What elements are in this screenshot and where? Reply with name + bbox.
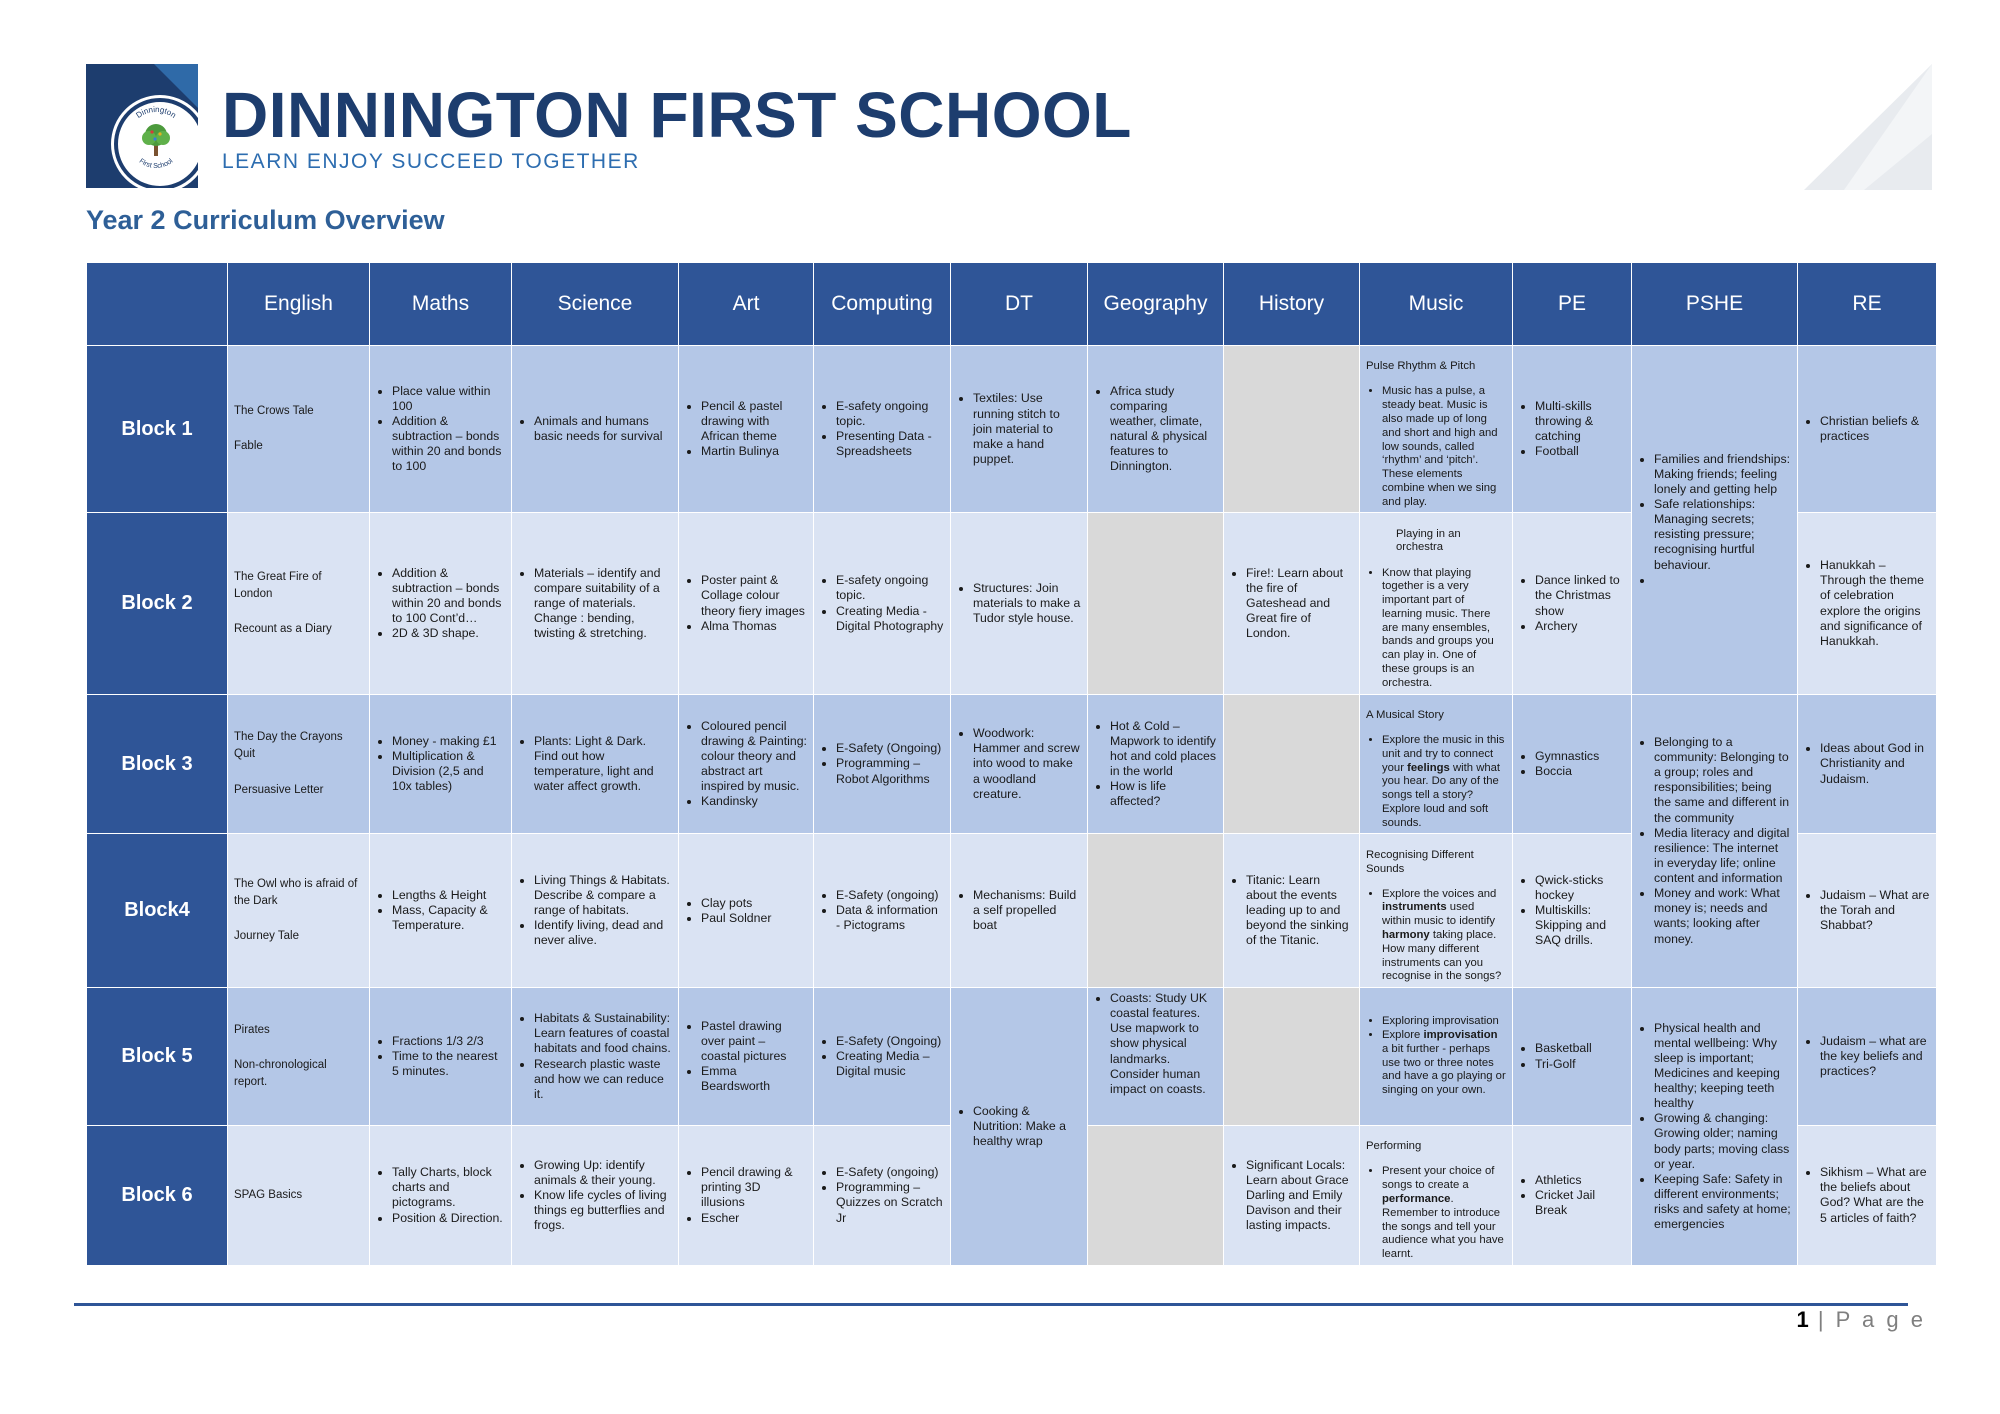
page-label: P a g e: [1835, 1307, 1926, 1332]
pe-cell: [1513, 834, 1632, 988]
pshe-item: • Media literacy and digital resilience: The internet in everyday life; online content and information: [1654, 826, 1791, 887]
maths-item: • Position & Direction.: [392, 1211, 505, 1226]
dt-item: • Structures: Join materials to make a Tudor style house.: [973, 581, 1081, 626]
science-cell: [512, 988, 679, 1126]
music-title: Playing in an orchestra: [1396, 527, 1461, 554]
curriculum-table: [86, 262, 1937, 1266]
maths-item: • Addition & subtraction – bonds within 20 and bonds to 100 Cont’d…: [392, 566, 505, 627]
science-item: • Living Things & Habitats. Describe & compare a range of habitats.: [534, 873, 672, 918]
header-music: Music: [1360, 263, 1513, 346]
art-cell: [679, 834, 814, 988]
footer-divider: [74, 1303, 1908, 1306]
music-item: • Know that playing together is a very important part of learning music. There are many ensembles, bands and groups you can play in. One of these groups is an orchestra.: [1382, 567, 1506, 691]
music-item: [1382, 888, 1506, 984]
music-text: a bit further - perhaps use two or three notes and have a go playing or singing on your own.: [1382, 1042, 1506, 1097]
maths-cell: [370, 513, 512, 694]
block-label: Block 6: [87, 1126, 228, 1266]
computing-item: • E-Safety (Ongoing): [836, 741, 944, 756]
history-item: • Titanic: Learn about the events leading up to and beyond the sinking of the Titanic.: [1246, 873, 1353, 949]
art-item: • Clay pots: [701, 896, 807, 911]
science-item: • Plants: Light & Dark. Find out how temperature, light and water affect growth.: [534, 734, 672, 795]
header-maths: Maths: [370, 263, 512, 346]
pshe-cell-autumn: [1632, 346, 1798, 695]
computing-item: • Programming – Quizzes on Scratch Jr: [836, 1180, 944, 1225]
block-label: Block 2: [87, 513, 228, 694]
art-cell: [679, 513, 814, 694]
dt-item: • Mechanisms: Build a self propelled boat: [973, 888, 1081, 933]
pe-item: • Tri-Golf: [1535, 1057, 1625, 1072]
computing-item: • E-Safety (ongoing): [836, 1165, 944, 1180]
re-cell: [1798, 694, 1937, 834]
pe-cell: [1513, 346, 1632, 513]
computing-cell: [814, 694, 951, 834]
history-cell: [1224, 1126, 1360, 1266]
art-item: • Poster paint & Collage colour theory fiery images: [701, 573, 807, 618]
music-text: Explore the music in this unit and try to connect your: [1382, 733, 1505, 774]
school-tagline: LEARN ENJOY SUCCEED TOGETHER: [222, 150, 640, 173]
english-text: The Crows Tale: [234, 404, 314, 417]
corner-decoration: [1804, 64, 1932, 192]
pe-item: • Multiskills: Skipping and SAQ drills.: [1535, 903, 1625, 948]
dt-cell: [951, 513, 1088, 694]
music-keyword: harmony: [1382, 928, 1430, 941]
music-text: with what you hear. Do any of the songs tell a story? Explore loud and soft sounds.: [1382, 761, 1501, 829]
music-keyword: improvisation: [1423, 1029, 1498, 1041]
art-item: • Alma Thomas: [701, 619, 807, 634]
maths-cell: [370, 988, 512, 1126]
pshe-cell-spring: [1632, 694, 1798, 987]
art-item: • Pencil & pastel drawing with African theme: [701, 399, 807, 444]
computing-item: • E-safety ongoing topic.: [836, 399, 944, 429]
corner-header-cell: [87, 263, 228, 346]
english-text: The Owl who is afraid of the Dark: [234, 877, 358, 908]
geography-cell: [1088, 346, 1224, 513]
maths-cell: [370, 1126, 512, 1266]
pe-item: • Gymnastics: [1535, 749, 1625, 764]
computing-cell: [814, 834, 951, 988]
art-cell: [679, 1126, 814, 1266]
english-cell: [228, 346, 370, 513]
science-item: • Animals and humans basic needs for survival: [534, 414, 672, 444]
maths-item: • Place value within 100: [392, 384, 505, 414]
logo-text-bottom: First School: [137, 157, 175, 171]
science-cell: [512, 1126, 679, 1266]
english-text: The Day the Crayons Quit: [234, 731, 343, 761]
block-label: Block 5: [87, 988, 228, 1126]
dt-item: • Woodwork: Hammer and screw into wood to make a woodland creature.: [973, 726, 1081, 802]
art-item: • Emma Beardsworth: [701, 1064, 807, 1094]
geography-cell-empty: [1088, 513, 1224, 694]
re-item: • Judaism – what are the key beliefs and practices?: [1820, 1034, 1930, 1079]
maths-item: • Money - making £1: [392, 734, 505, 749]
science-item: • Know life cycles of living things eg butterflies and frogs.: [534, 1188, 672, 1233]
geography-cell: [1088, 988, 1224, 1126]
maths-item: • Time to the nearest 5 minutes.: [392, 1049, 505, 1079]
music-text: Explore: [1382, 1029, 1424, 1041]
science-cell: [512, 513, 679, 694]
geography-cell: [1088, 694, 1224, 834]
pe-item: • Archery: [1535, 619, 1625, 634]
art-item: • Coloured pencil drawing & Painting: colour theory and abstract art inspired by music.: [701, 719, 807, 795]
block-row: [87, 694, 1937, 834]
english-cell: [228, 513, 370, 694]
header-pshe: PSHE: [1632, 263, 1798, 346]
music-cell: [1360, 1126, 1513, 1266]
history-cell-empty: [1224, 346, 1360, 513]
pshe-item: • Families and friendships: Making friends; feeling lonely and getting help: [1654, 452, 1791, 497]
re-item: • Christian beliefs & practices: [1820, 414, 1930, 444]
pshe-item: • Keeping Safe: Safety in different environments; risks and safety at home; emergencies: [1654, 1172, 1791, 1233]
re-item: • Sikhism – What are the beliefs about God? What are the 5 articles of faith?: [1820, 1165, 1930, 1226]
music-keyword: performance: [1382, 1193, 1451, 1205]
music-cell: [1360, 346, 1513, 513]
header-science: Science: [512, 263, 679, 346]
geography-item: • Africa study comparing weather, climate, natural & physical features to Dinnington.: [1110, 384, 1217, 475]
tree-icon: [142, 124, 170, 156]
re-cell: [1798, 346, 1937, 513]
music-title: A Musical Story: [1366, 708, 1444, 721]
geography-cell-empty: [1088, 834, 1224, 988]
science-item: • Identify living, dead and never alive.: [534, 918, 672, 948]
art-item: • Kandinsky: [701, 794, 807, 809]
re-cell: [1798, 513, 1937, 694]
history-cell-empty: [1224, 694, 1360, 834]
maths-cell: [370, 346, 512, 513]
block-row: [87, 346, 1937, 513]
maths-item: • Tally Charts, block charts and pictograms.: [392, 1165, 505, 1210]
dt-item: • Textiles: Use running stitch to join material to make a hand puppet.: [973, 391, 1081, 467]
science-item: • Growing Up: identify animals & their young.: [534, 1158, 672, 1188]
art-item: • Pastel drawing over paint – coastal pictures: [701, 1019, 807, 1064]
block-label: Block 3: [87, 694, 228, 834]
music-keyword: instruments: [1382, 901, 1447, 914]
geography-item: • How is life affected?: [1110, 779, 1217, 809]
music-keyword: feelings: [1407, 761, 1450, 774]
english-cell: [228, 834, 370, 988]
dt-cell: [951, 694, 1088, 834]
music-cell: [1360, 988, 1513, 1126]
pe-cell: [1513, 694, 1632, 834]
geography-item: • Hot & Cold – Mapwork to identify hot and cold places in the world: [1110, 719, 1217, 780]
pshe-item: • Physical health and mental wellbeing: Why sleep is important; Medicines and keeping healthy; keeping teeth healthy: [1654, 1021, 1791, 1112]
computing-cell: [814, 513, 951, 694]
maths-item: • Multiplication & Division (2,5 and 10x tables): [392, 749, 505, 794]
pe-cell: [1513, 988, 1632, 1126]
music-cell: [1360, 694, 1513, 834]
pe-cell: [1513, 1126, 1632, 1266]
computing-item: • Presenting Data - Spreadsheets: [836, 429, 944, 459]
block-label: Block 1: [87, 346, 228, 513]
logo-badge: [114, 98, 198, 188]
dt-cell: [951, 834, 1088, 988]
page-separator: |: [1808, 1307, 1836, 1332]
page-number-value: 1: [1796, 1307, 1809, 1332]
computing-cell: [814, 988, 951, 1126]
pe-item: • Multi-skills throwing & catching: [1535, 399, 1625, 444]
maths-item: • Fractions 1/3 2/3: [392, 1034, 505, 1049]
music-title: Pulse Rhythm & Pitch: [1366, 360, 1476, 373]
computing-item: • Data & information - Pictograms: [836, 903, 944, 933]
pshe-item: • Growing & changing: Growing older; naming body parts; moving class or year.: [1654, 1111, 1791, 1172]
dt-item: • Cooking & Nutrition: Make a healthy wrap: [973, 1104, 1081, 1149]
music-item: • Exploring improvisation: [1382, 1015, 1506, 1029]
music-text: used within music to identify: [1382, 901, 1496, 928]
art-item: • Escher: [701, 1211, 807, 1226]
pe-item: • Athletics: [1535, 1173, 1625, 1188]
header-row: [87, 263, 1937, 346]
maths-cell: [370, 694, 512, 834]
block-row: [87, 988, 1937, 1126]
re-cell: [1798, 988, 1937, 1126]
english-genre: Recount as a Diary: [234, 623, 332, 636]
pe-item: • Qwick-sticks hockey: [1535, 873, 1625, 903]
music-title: Recognising Different Sounds: [1366, 848, 1474, 875]
pshe-item: • Safe relationships: Managing secrets; resisting pressure; recognising hurtful behaviour.: [1654, 497, 1791, 573]
dt-cell: [951, 988, 1088, 1266]
pe-cell: [1513, 513, 1632, 694]
english-text: Pirates: [234, 1023, 270, 1036]
art-item: • Pencil drawing & printing 3D illusions: [701, 1165, 807, 1210]
re-item: • Judaism – What are the Torah and Shabbat?: [1820, 888, 1930, 933]
header-pe: PE: [1513, 263, 1632, 346]
music-text: Explore the voices and: [1382, 887, 1497, 900]
dt-cell: [951, 346, 1088, 513]
history-cell: [1224, 513, 1360, 694]
maths-item: • 2D & 3D shape.: [392, 626, 505, 641]
science-cell: [512, 834, 679, 988]
geography-item: • Coasts: Study UK coastal features. Use mapwork to show physical landmarks. Consider human impact on coasts.: [1110, 991, 1217, 1097]
english-cell: [228, 694, 370, 834]
music-item: [1382, 734, 1506, 830]
header-re: RE: [1798, 263, 1937, 346]
header-computing: Computing: [814, 263, 951, 346]
music-item: [1382, 1165, 1506, 1261]
block-label: Block4: [87, 834, 228, 988]
computing-item: • E-Safety (Ongoing): [836, 1034, 944, 1049]
english-genre: Fable: [234, 440, 263, 453]
english-genre: Non-chronological report.: [234, 1058, 327, 1089]
pe-item: • Basketball: [1535, 1041, 1625, 1056]
music-cell: [1360, 513, 1513, 694]
document-title: Year 2 Curriculum Overview: [86, 205, 445, 235]
re-cell: [1798, 834, 1937, 988]
re-item: • Hanukkah – Through the theme of celebration explore the origins and significance of Hanukkah.: [1820, 558, 1930, 649]
english-text: SPAG Basics: [234, 1188, 303, 1201]
pe-item: • Football: [1535, 444, 1625, 459]
music-text: Present your choice of songs to create a: [1382, 1165, 1495, 1192]
art-cell: [679, 346, 814, 513]
pe-item: • Dance linked to the Christmas show: [1535, 573, 1625, 618]
history-cell: [1224, 834, 1360, 988]
maths-item: • Mass, Capacity & Temperature.: [392, 903, 505, 933]
school-logo: [86, 64, 198, 188]
computing-item: • E-safety ongoing topic.: [836, 573, 944, 603]
page-number: [1796, 1307, 1926, 1333]
science-item: • Habitats & Sustainability: Learn features of coastal habitats and food chains.: [534, 1011, 672, 1056]
art-item: • Paul Soldner: [701, 911, 807, 926]
computing-item: • Creating Media -Digital Photography: [836, 604, 944, 634]
computing-cell: [814, 346, 951, 513]
pshe-item: [1654, 573, 1791, 588]
music-cell: [1360, 834, 1513, 988]
science-item: • Research plastic waste and how we can reduce it.: [534, 1057, 672, 1102]
maths-cell: [370, 834, 512, 988]
computing-item: • Programming – Robot Algorithms: [836, 756, 944, 786]
history-item: • Significant Locals: Learn about Grace Darling and Emily Davison and their lasting impacts.: [1246, 1158, 1353, 1234]
english-genre: Persuasive Letter: [234, 783, 324, 796]
pshe-item: • Money and work: What money is; needs and wants; looking after money.: [1654, 886, 1791, 947]
header-geography: Geography: [1088, 263, 1224, 346]
school-name: DINNINGTON FIRST SCHOOL: [222, 79, 1132, 151]
science-cell: [512, 346, 679, 513]
re-cell: [1798, 1126, 1937, 1266]
pshe-item: • Belonging to a community: Belonging to a group; roles and responsibilities; being the same and different in the community: [1654, 735, 1791, 826]
music-item: • Music has a pulse, a steady beat. Music is also made up of long and short and high and low sounds, called ‘rhythm’ and ‘pitch’. These elements combine when we sing and play.: [1382, 385, 1506, 509]
pshe-cell-summer: [1632, 988, 1798, 1266]
music-title: Performing: [1366, 1140, 1422, 1153]
maths-item: • Addition & subtraction – bonds within 20 and bonds to 100: [392, 414, 505, 475]
computing-item: • Creating Media – Digital music: [836, 1049, 944, 1079]
pe-item: • Boccia: [1535, 764, 1625, 779]
maths-item: • Lengths & Height: [392, 888, 505, 903]
science-cell: [512, 694, 679, 834]
english-text: The Great Fire of London: [234, 570, 322, 600]
art-cell: [679, 694, 814, 834]
re-item: • Ideas about God in Christianity and Judaism.: [1820, 741, 1930, 786]
header-history: History: [1224, 263, 1360, 346]
pe-item: • Cricket Jail Break: [1535, 1188, 1625, 1218]
english-genre: Journey Tale: [234, 930, 299, 943]
svg-text:First School: [138, 157, 175, 170]
music-text: . Remember to introduce the songs and tell your audience what you have learnt.: [1382, 1193, 1504, 1261]
header-dt: DT: [951, 263, 1088, 346]
header-art: Art: [679, 263, 814, 346]
art-item: • Martin Bulinya: [701, 444, 807, 459]
svg-text:Dinnington: [134, 105, 177, 120]
computing-item: • E-Safety (ongoing): [836, 888, 944, 903]
art-cell: [679, 988, 814, 1126]
science-item: • Materials – identify and compare suitability of a range of materials. Change : bending, twisting & stretching.: [534, 566, 672, 642]
history-item: • Fire!: Learn about the fire of Gateshead and Great fire of London.: [1246, 566, 1353, 642]
music-text: taking place. How many different instruments can you recognise in the songs?: [1382, 928, 1502, 983]
english-cell: [228, 988, 370, 1126]
logo-text-top: Dinnington: [134, 104, 178, 120]
history-cell-empty: [1224, 988, 1360, 1126]
english-cell: [228, 1126, 370, 1266]
computing-cell: [814, 1126, 951, 1266]
header-english: English: [228, 263, 370, 346]
music-item: [1382, 1029, 1506, 1098]
geography-cell-empty: [1088, 1126, 1224, 1266]
